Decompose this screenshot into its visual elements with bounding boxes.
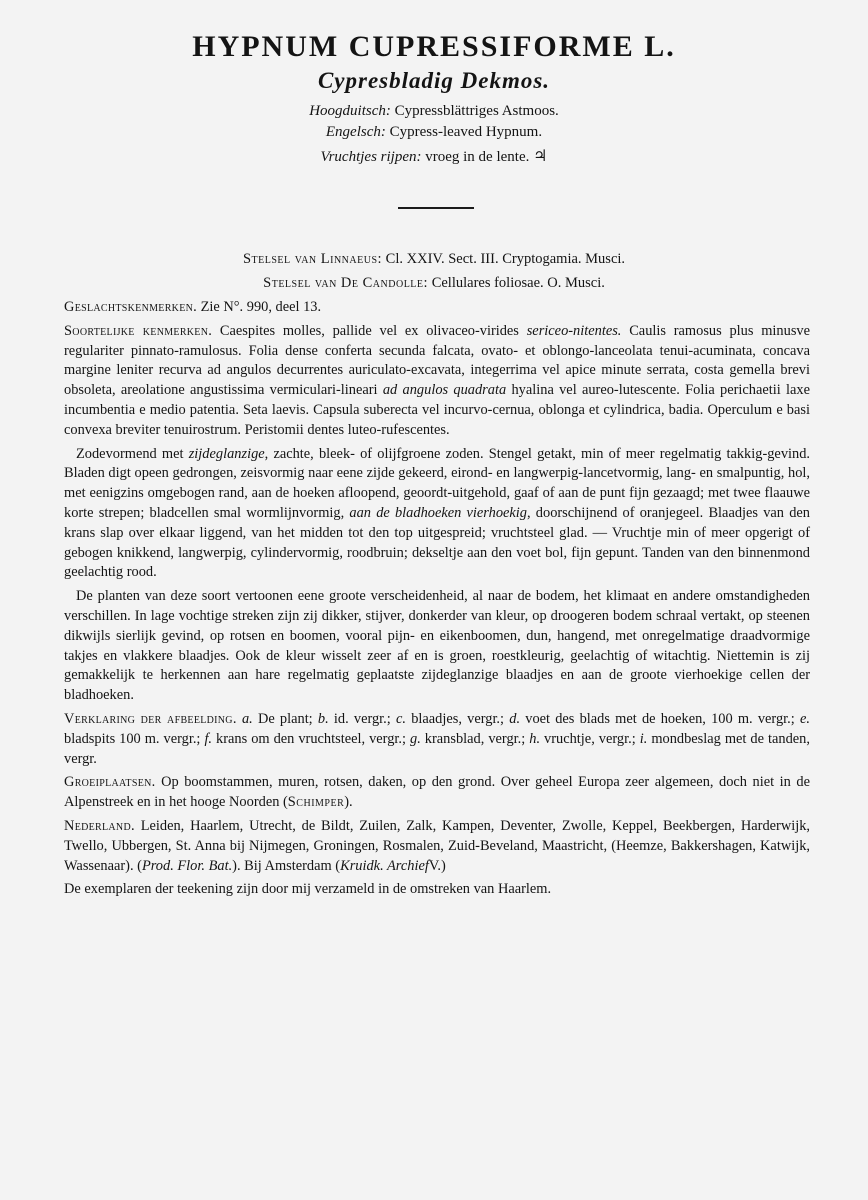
soortelijke-text-2: Caulis ramosus plus minusve regulariter pinnato-ramulosus. Folia dense conferta secunda falcata, ovato- et oblongo-lanceolata tenui-acuminata, concava margine leniter recurva ad angulos decurrentes auriculato-excavata, integerrima vel apice minute serrata, costa gemella brevi obsoleta, areolatione angustissima vermiculari-lineari (64, 322, 811, 399)
body-text (64, 298, 810, 904)
fig-val-i: mondbeslag met de tanden, vergr. (64, 730, 810, 767)
dutch-italic-1: zijdeglanzige (188, 445, 265, 462)
name-english-value: Cypress-leaved Hypnum. (389, 124, 543, 140)
nederland-paragraph (64, 817, 810, 876)
fig-val-c: blaadjes, vergr.; (411, 710, 505, 727)
fig-key-c: c. (395, 710, 406, 727)
divider (398, 207, 474, 209)
variation-paragraph: De planten van deze soort vertoonen eene groote verscheidenheid, al naar de bodem, het klimaat en andere omstandigheden verschillen. In lage vochtige streken zijn zij dikker, stijver, donkerder van kleur, op droogeren bodem schraal vertakt, op steenen dikwijls sierlijk gevind, op rotsen en boomen, vooral pijn- en eikenboomen, dun, hangend, met onregelmatige draadvormige takjes en vlakkere blaadjes. Ook de kleur wisselt zeer af en is groen, roestkleurig, geelachtig of witachtig. Niettemin is zij gemakkelijk te herkennen aan hare regelmatig geplaatste zijdeglanzige blaadjes en aan de groote vierhoekige cellen der bladhoeken. (64, 588, 810, 704)
soortelijke-italic-2: ad angulos quadrata (382, 382, 507, 399)
dutch-italic-2: aan de bladhoeken vierhoekig (349, 504, 527, 521)
nederland-text-3: V.) (428, 857, 446, 874)
fig-val-b: id. vergr.; (333, 710, 391, 727)
soortelijke-italic-1: sericeo-nitentes. (526, 322, 622, 339)
perennial-symbol: ♃ (533, 148, 548, 165)
fruit-ripening-value: vroeg in de lente. (425, 149, 530, 165)
fig-key-b: b. (317, 710, 329, 727)
geslacht-head: Geslachtskenmerken. (64, 299, 198, 315)
verklaring-head: Verklaring der afbeelding. (64, 710, 237, 727)
stelsel-candolle (0, 275, 868, 292)
groeiplaatsen-author: Schimper (287, 794, 345, 811)
name-german-label: Hoogduitsch: (309, 103, 391, 119)
fig-val-a: De plant; (257, 710, 313, 727)
fig-key-g: g. (410, 730, 421, 747)
stelsel-linnaeus (0, 251, 868, 268)
nederland-italic-2: Kruidk. Archief (340, 857, 429, 874)
fig-val-h: vruchtje, vergr.; (544, 730, 636, 747)
groeiplaatsen-paragraph (64, 773, 810, 813)
groeiplaatsen-text-2: ). (344, 794, 353, 811)
dutch-description-paragraph (64, 445, 810, 584)
soortelijke-text-1: Caespites molles, pallide vel ex olivaceo-virides (219, 322, 519, 339)
nederland-text-1: Leiden, Haarlem, Utrecht, de Bildt, Zuilen, Zalk, Kampen, Deventer, Zwolle, Keppel, Beekbergen, Harderwijk, Twello, Ubbergen, St. Anna bij Nijmegen, Groningen, Rosmalen, Zuid-Beveland, Maastricht, (Heemze, Bakkershagen, Katwijk, Wassenaar). ( (64, 817, 810, 874)
nederland-italic-1: Prod. Flor. Bat. (141, 857, 233, 874)
fig-val-d: voet des blads met de hoeken, 100 m. vergr.; (525, 710, 795, 727)
dutch-text-1: Zodevormend met (76, 445, 184, 462)
nederland-text-2: ). Bij Amsterdam ( (232, 857, 341, 874)
name-english-label: Engelsch: (325, 124, 386, 140)
fig-key-e: e. (799, 710, 810, 727)
fig-key-h: h. (529, 730, 541, 747)
fig-key-a: a. (241, 710, 253, 727)
closing-paragraph: De exemplaren der teekening zijn door mij verzameld in de omstreken van Haarlem. (64, 881, 552, 898)
fig-val-e: bladspits 100 m. vergr.; (64, 730, 201, 747)
soortelijke-text-3: hyalina vel aureo-lutescente. Folia perichaetii laxe incumbentia e medio patentia. Seta laevis. Capsula suberecta vel incurvo-cernua, oblonga et cylindrica, badia. Operculum e basi convexa breviter tenuirostrum. Peristomii dentes luteo-rufescentes. (64, 382, 810, 438)
name-german (0, 103, 868, 120)
fig-val-f: krans om den vruchtsteel, vergr.; (216, 730, 406, 747)
fruit-ripening-label: Vruchtjes rijpen: (320, 149, 422, 165)
geslacht-text: Zie N°. 990, deel 13. (200, 299, 322, 315)
fruit-ripening (0, 146, 868, 166)
groeiplaatsen-text-1: Op boomstammen, muren, rotsen, daken, op den grond. Over geheel Europa zeer algemeen, doch niet in de Alpenstreek en in het hooge Noorden ( (64, 774, 810, 811)
fig-key-i: i. (639, 730, 648, 747)
stelsel-linnaeus-text: Cl. XXIV. Sect. III. Cryptogamia. Musci. (385, 251, 626, 267)
page-title: HYPNUM CUPRESSIFORME L. (192, 30, 676, 63)
verklaring-paragraph (64, 710, 810, 769)
soortelijke-paragraph (64, 322, 810, 441)
name-english (0, 124, 868, 141)
fig-val-g: kransblad, vergr.; (424, 730, 526, 747)
fig-key-d: d. (509, 710, 521, 727)
page-subtitle: Cypresbladig Dekmos. (317, 68, 551, 93)
geslacht-paragraph (64, 298, 810, 318)
stelsel-candolle-head: Stelsel van De Candolle: (263, 275, 429, 291)
nederland-head: Nederland. (64, 817, 135, 834)
name-german-value: Cypressblättriges Astmoos. (394, 103, 559, 119)
dutch-text-3: , doorschijnend of oranjegeel. Blaadjes van den krans slap over elkaar liggend, van het midden tot den top uitgespreid; vruchtsteel glad. — Vruchtje min of meer opgerigt of gebogen knikkend, langwerpig, cylindervormig, roodbruin; dekseltje aan den voet bol, fijn gepunt. Tanden van den binnenmond geelachtig rood. (64, 504, 810, 581)
stelsel-candolle-text: Cellulares foliosae. O. Musci. (431, 275, 605, 291)
dutch-text-2: , zachte, bleek- of olijfgroene zoden. Stengel getakt, min of meer regelmatig takkig-gevind. Bladen digt opeen gedrongen, zeisvormig naar eene zijde gekeerd, eirond- en langwerpig-lancetvormig, lang- en smalpuntig, hol, met eenigzins omgebogen rand, aan de hoeken afloopend, geoordt-uitgehold, gaaf of aan de punt fijn gezaagd; met twee flaauwe korte strepen; bladcellen smal wormlijnvormig, (64, 445, 811, 521)
fig-key-f: f. (204, 730, 213, 747)
groeiplaatsen-head: Groeiplaatsen. (64, 774, 156, 791)
soortelijke-head: Soortelijke kenmerken. (64, 322, 213, 339)
stelsel-linnaeus-head: Stelsel van Linnaeus: (242, 251, 383, 267)
